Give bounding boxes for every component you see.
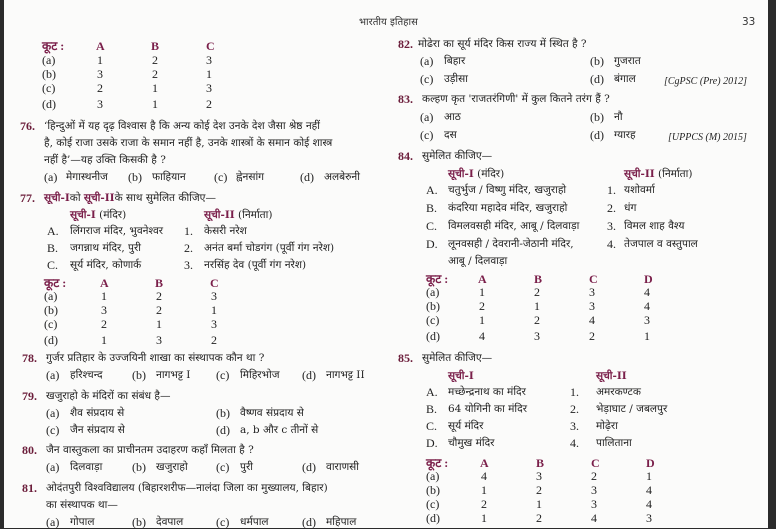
option-label: (c) [216, 368, 230, 382]
col-header: D [646, 456, 655, 470]
option-label: (b) [590, 54, 604, 68]
pair-number: 3. [570, 419, 579, 433]
option-text: खजुराहो [156, 461, 188, 473]
option-text: नागभट्ट I [156, 369, 191, 381]
list1-heading [448, 168, 504, 181]
question-text: का संस्थापक था— [46, 499, 118, 511]
cell: 1 [156, 317, 162, 331]
cell: 3 [206, 53, 212, 67]
question-text: नहीं है’—यह उक्ति किसकी है ? [44, 154, 166, 166]
cell: 1 [536, 497, 542, 511]
option-text: पुरी [240, 461, 253, 473]
option-label: (d) [426, 329, 440, 343]
heading-text: सूची-II [624, 168, 655, 180]
list2-heading: सूची-II [596, 370, 627, 382]
cell: 3 [644, 313, 650, 327]
option-label: (d) [302, 368, 316, 382]
cell: 1 [211, 303, 217, 317]
question-text: ओदंतपुरी विश्वविद्यालय (बिहारशरीफ—नालंदा जिला का मुख्यालय, बिहार) [46, 482, 328, 494]
option-label: (d) [300, 170, 314, 184]
pair-number: 1. [184, 224, 193, 238]
option-label: (b) [132, 368, 146, 382]
pair-letter: B. [426, 201, 438, 215]
pair-letter: B. [47, 241, 59, 255]
option-label: (c) [420, 128, 434, 142]
option-label: (c) [214, 170, 228, 184]
option-label: (b) [42, 67, 56, 81]
option-text: उड़ीसा [444, 73, 468, 85]
cell: 1 [481, 511, 487, 525]
col-header: B [536, 456, 545, 470]
question-text: है, कोई राजा उसके राजा के समान नहीं है, उनके शास्त्रों के समान कोई शास्त्र [44, 137, 333, 149]
option-label: (a) [46, 460, 60, 474]
pair-letter: D. [426, 237, 438, 251]
cell: 3 [156, 333, 162, 347]
pair-letter: B. [426, 402, 438, 416]
cell: 1 [206, 67, 212, 81]
col-header: C [591, 456, 600, 470]
question-number: 84. [398, 149, 413, 163]
option-text: जैन संप्रदाय से [70, 424, 125, 436]
option-text: धर्मपाल [240, 516, 269, 528]
cell: 3 [534, 329, 540, 343]
pair-right: पालिताना [596, 437, 632, 449]
option-label: (d) [216, 423, 230, 437]
pair-left: जगन्नाथ मंदिर, पुरी [70, 242, 141, 254]
cell: 4 [644, 285, 650, 299]
cell: 3 [646, 511, 652, 525]
pair-left: लूनवसही / देवरानी-जेठानी मंदिर, [448, 238, 574, 250]
option-label: (c) [216, 460, 230, 474]
question-number: 80. [22, 443, 37, 457]
text-fragment: को [69, 192, 81, 204]
cell: 2 [589, 329, 595, 343]
list2-heading [624, 168, 692, 181]
option-text: फाहियान [152, 171, 186, 183]
heading-sub: (मंदिर) [477, 168, 505, 180]
cell: 2 [479, 299, 485, 313]
option-label: (b) [128, 170, 142, 184]
col-header: C [210, 276, 219, 290]
cell: 4 [479, 329, 485, 343]
option-label: (d) [44, 333, 58, 347]
cell: 2 [156, 289, 162, 303]
option-label: (d) [302, 460, 316, 474]
option-label: (c) [216, 515, 230, 529]
question-number: 83. [398, 92, 413, 106]
exam-source: [CgPSC (Pre) 2012] [664, 76, 747, 87]
col-header: C [206, 39, 215, 53]
cell: 2 [536, 483, 542, 497]
heading-text: सूची-I [448, 168, 474, 180]
option-label: (c) [44, 317, 58, 331]
pair-letter: A. [426, 183, 438, 197]
col-header: A [480, 456, 489, 470]
option-label: (d) [302, 515, 316, 529]
option-text: ग्यारह [614, 129, 636, 141]
pair-number: 4. [607, 237, 616, 251]
cell: 3 [101, 303, 107, 317]
option-text: दस [444, 129, 457, 141]
option-text: महिपाल [326, 516, 357, 528]
question-text: सुमेलित कीजिए— [422, 352, 493, 364]
pair-left: मच्छेन्द्रनाथ का मंदिर [448, 386, 526, 398]
cell: 2 [156, 303, 162, 317]
option-label: (d) [590, 128, 604, 142]
col-header: B [534, 272, 543, 286]
pair-number: 3. [607, 219, 616, 233]
question-text: ‘हिन्दुओं में यह दृढ़ विश्वास है कि अन्य कोई देश उनके देश जैसा श्रेष्ठ नहीं [44, 120, 320, 132]
option-label: (a) [420, 54, 434, 68]
option-label: (b) [426, 299, 440, 313]
option-label: (b) [132, 460, 146, 474]
col-header: C [589, 272, 598, 286]
cell: 1 [152, 97, 158, 111]
heading-sub: (निर्माता) [658, 168, 693, 180]
cell: 2 [206, 97, 212, 111]
question-number: 82. [398, 37, 413, 51]
code-label: कूट : [42, 39, 65, 53]
option-label: (a) [44, 170, 58, 184]
cell: 1 [481, 483, 487, 497]
pair-number: 2. [607, 201, 616, 215]
option-label: (d) [590, 72, 604, 86]
cell: 2 [101, 317, 107, 331]
option-label: (a) [44, 289, 58, 303]
question-number: 81. [22, 481, 37, 495]
cell: 1 [101, 289, 107, 303]
pair-letter: C. [426, 419, 438, 433]
option-label: (c) [46, 423, 60, 437]
question-number: 78. [22, 351, 37, 365]
pair-letter: A. [426, 385, 438, 399]
list2-heading [204, 209, 272, 222]
option-label: (c) [42, 81, 56, 95]
cell: 2 [591, 469, 597, 483]
cell: 1 [97, 53, 103, 67]
col-header: A [478, 272, 487, 286]
cell: 2 [152, 53, 158, 67]
question-text: मोढेरा का सूर्य मंदिर किस राज्य में स्थित है ? [418, 38, 587, 50]
option-label: (c) [426, 497, 440, 511]
pair-right: केसरी नरेश [204, 225, 247, 237]
option-text: बंगाल [614, 73, 636, 85]
pair-left: विमलवसही मंदिर, आबू / दिलवाड़ा [448, 220, 580, 232]
option-text: मेगास्थनीज [66, 171, 108, 183]
cell: 4 [589, 313, 595, 327]
pair-left: चतुर्भुज / विष्णु मंदिर, खजुराहो [448, 184, 567, 196]
pair-number: 4. [570, 436, 579, 450]
pair-left: कंदरिया महादेव मंदिर, खजुराहो [448, 202, 568, 214]
code-label: कूट : [426, 456, 449, 470]
cell: 1 [152, 81, 158, 95]
option-label: (a) [426, 469, 440, 483]
option-label: (b) [132, 515, 146, 529]
option-text: बिहार [444, 55, 466, 67]
cell: 4 [646, 497, 652, 511]
pair-right: अमरकण्टक [596, 386, 641, 398]
cell: 3 [97, 97, 103, 111]
question-text: कल्हण कृत 'राजतरंगिणी' में कुल कितने तरंग हैं ? [422, 93, 610, 105]
pair-left: चौमुख मंदिर [448, 437, 495, 449]
cell: 3 [97, 67, 103, 81]
cell: 3 [211, 289, 217, 303]
cell: 3 [211, 317, 217, 331]
option-text: नौ [614, 111, 623, 123]
cell: 2 [534, 313, 540, 327]
col-header: D [644, 272, 653, 286]
running-header-title: भारतीय इतिहास [359, 17, 418, 28]
col-header: A [100, 276, 109, 290]
question-number: 76. [20, 119, 35, 133]
exam-source: [UPPCS (M) 2015] [668, 132, 747, 143]
option-label: (a) [42, 53, 56, 67]
cell: 2 [97, 81, 103, 95]
option-text: मिहिरभोज [240, 369, 280, 381]
pair-right: भेड़ाघाट / जबलपुर [596, 403, 668, 415]
cell: 1 [646, 469, 652, 483]
pair-right: विमल शाह वैश्य [624, 220, 685, 232]
pair-number: 1. [607, 183, 616, 197]
option-label: (b) [44, 303, 58, 317]
list1-heading: सूची-I [448, 370, 474, 382]
option-text: a, b और c तीनों से [240, 424, 319, 436]
pair-right: यशोवर्मा [624, 184, 655, 196]
pair-right: नरसिंह देव (पूर्वी गंग नरेश) [204, 259, 307, 271]
question-number: 85. [398, 351, 413, 365]
cell: 1 [479, 285, 485, 299]
pair-right: तेजपाल व वस्तुपाल [624, 238, 698, 250]
cell: 3 [536, 469, 542, 483]
book-page [4, 0, 768, 528]
cell: 4 [644, 299, 650, 313]
question-text [44, 192, 216, 205]
option-label: (a) [46, 515, 60, 529]
heading-text: सूची-I [70, 209, 96, 221]
option-text: ह्वेनसांग [236, 171, 265, 183]
heading-sub: (निर्माता) [238, 209, 273, 221]
cell: 4 [646, 483, 652, 497]
list1-heading [70, 209, 126, 222]
pair-right: अनंत बर्मा चोडगंग (पूर्वी गंग नरेश) [204, 242, 335, 254]
option-label: (a) [420, 110, 434, 124]
col-header: A [96, 39, 105, 53]
question-text: खजुराहो के मंदिरों का संबंध है— [46, 390, 171, 402]
option-label: (a) [46, 368, 60, 382]
col-header: B [151, 39, 160, 53]
question-text: जैन वास्तुकला का प्राचीनतम उदाहरण कहाँ मिलता है ? [46, 444, 254, 456]
cell: 3 [206, 81, 212, 95]
list-ref: सूची-II [83, 192, 115, 204]
pair-left: सूर्य मंदिर [448, 420, 484, 432]
question-number: 79. [22, 389, 37, 403]
col-header: B [155, 276, 164, 290]
pair-left: 64 योगिनी का मंदिर [448, 403, 528, 415]
cell: 1 [534, 299, 540, 313]
cell: 1 [101, 333, 107, 347]
option-text: वैष्णव संप्रदाय से [240, 407, 304, 419]
pair-number: 1. [570, 385, 579, 399]
option-text: हरिश्चन्द [70, 369, 103, 381]
option-text: गुजरात [614, 55, 641, 67]
option-text: वाराणसी [326, 461, 359, 473]
list-ref: सूची-I [44, 192, 70, 204]
cell: 2 [211, 333, 217, 347]
question-text: सुमेलित कीजिए— [422, 150, 493, 162]
text-fragment: के साथ सुमेलित कीजिए— [114, 192, 216, 204]
page-number: 33 [742, 16, 756, 28]
pair-number: 2. [184, 241, 193, 255]
code-label: कूट : [426, 272, 449, 286]
option-label: (b) [426, 483, 440, 497]
pair-letter: C. [47, 258, 59, 272]
code-label: कूट : [44, 276, 67, 290]
pair-number: 2. [570, 402, 579, 416]
option-text: देवपाल [156, 516, 184, 528]
cell: 2 [534, 285, 540, 299]
option-label: (c) [420, 72, 434, 86]
option-label: (d) [426, 511, 440, 525]
cell: 2 [481, 497, 487, 511]
option-text: आठ [444, 111, 461, 123]
pair-right: मोढ़ेरा [596, 420, 618, 432]
cell: 4 [591, 511, 597, 525]
cell: 4 [481, 469, 487, 483]
pair-letter: A. [47, 224, 59, 238]
cell: 1 [644, 329, 650, 343]
pair-right: धंग [624, 202, 637, 214]
option-text: दिलवाड़ा [70, 461, 103, 473]
option-text: अलबेरुनी [324, 171, 360, 183]
option-text: नागभट्ट II [326, 369, 365, 381]
pair-number: 3. [184, 258, 193, 272]
pair-letter: D. [426, 436, 438, 450]
pair-left-continued: आबू / दिलवाड़ा [448, 255, 508, 267]
cell: 3 [591, 497, 597, 511]
option-label: (c) [426, 313, 440, 327]
option-label: (d) [42, 97, 56, 111]
pair-left: सूर्य मंदिर, कोणार्क [70, 259, 142, 271]
option-text: शैव संप्रदाय से [70, 407, 125, 419]
pair-letter: C. [426, 219, 438, 233]
option-text: गोपाल [70, 516, 95, 528]
cell: 3 [591, 483, 597, 497]
option-label: (b) [590, 110, 604, 124]
heading-sub: (मंदिर) [99, 209, 127, 221]
pair-left: लिंगराज मंदिर, भुवनेश्वर [70, 225, 164, 237]
option-label: (a) [426, 285, 440, 299]
cell: 2 [536, 511, 542, 525]
question-text: गुर्जर प्रतिहार के उज्जयिनी शाखा का संस्थापक कौन था ? [46, 352, 265, 364]
option-label: (b) [216, 406, 230, 420]
heading-text: सूची-II [204, 209, 235, 221]
cell: 3 [589, 299, 595, 313]
option-label: (a) [46, 406, 60, 420]
question-number: 77. [20, 191, 35, 205]
cell: 2 [152, 67, 158, 81]
cell: 3 [589, 285, 595, 299]
cell: 1 [479, 313, 485, 327]
